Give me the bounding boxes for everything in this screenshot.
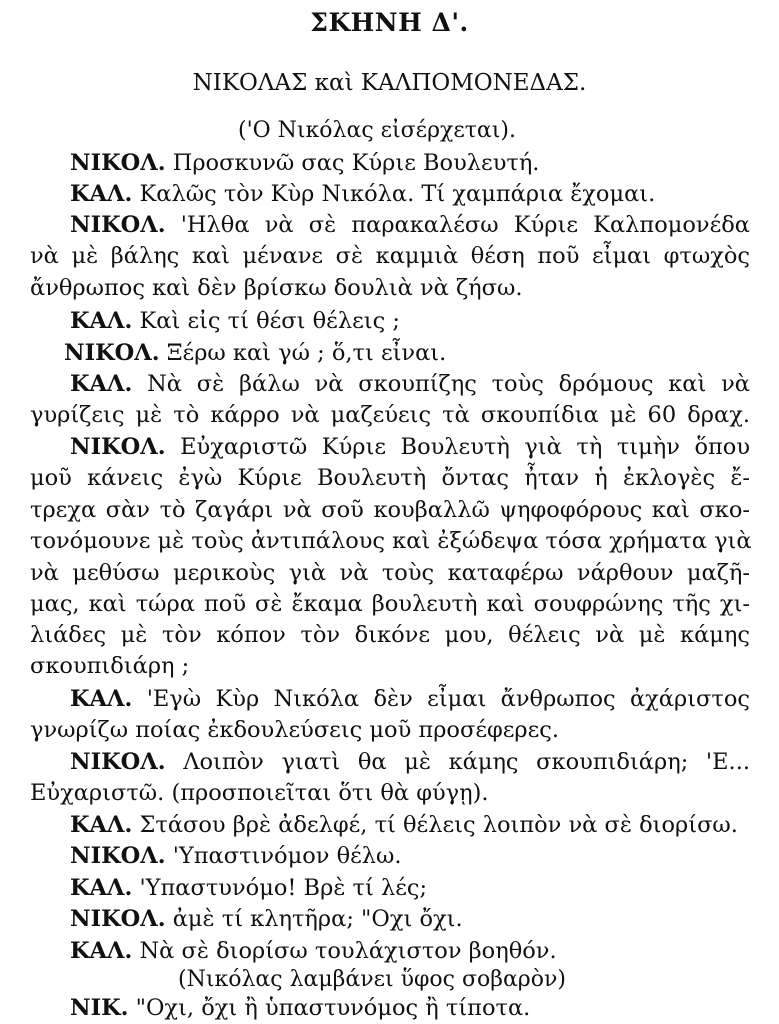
speaker-label: ΚΑΛ.	[70, 308, 133, 334]
dialogue-line	[70, 688, 750, 711]
dialogue-line	[70, 183, 750, 206]
dialogue-line	[30, 499, 750, 522]
speaker-label: ΚΑΛ.	[70, 686, 133, 712]
speaker-label: ΝΙΚΟΛ.	[70, 843, 166, 869]
line-text: τονόμουνε μὲ τοὺς ἀντιπάλους καὶ ἐξώδεψα τόσα χρήματα γιὰ	[30, 528, 752, 554]
line-text: Εὐχαριστῶ. (προσποιεῖται ὅτι θὰ φύγῃ).	[30, 780, 489, 806]
speaker-label: ΚΑΛ.	[70, 875, 133, 901]
line-text: 'Εγὼ Κὺρ Νικόλα δὲν εἶμαι ἄνθρωπος ἀχάριστος	[146, 686, 750, 712]
line-text: μοῦ κάνεις ἐγὼ Κύριε Βουλευτὴ ὄντας ἦταν ἡ ἐκλογὲς ἔ-	[30, 465, 750, 491]
speaker-label: ΝΙΚ.	[70, 995, 129, 1021]
dialogue-line	[70, 908, 670, 931]
dialogue-line	[70, 877, 670, 900]
line-text: Νὰ σὲ διορίσω τουλάχιστον βοηθόν.	[139, 938, 557, 964]
scene-title: ΣΚΗΝΗ Δ'.	[310, 8, 469, 37]
stage-direction-serious: (Νικόλας λαμβάνει ὕφος σοβαρὸν)	[178, 967, 566, 992]
speaker-label: ΚΑΛ.	[70, 938, 133, 964]
dialogue-line	[30, 467, 750, 490]
line-text: Προσκυνῶ σας Κύριε Βουλευτή.	[172, 150, 540, 176]
dialogue-line	[64, 342, 664, 365]
dialogue-line	[30, 593, 750, 616]
dialogue-line	[30, 404, 750, 427]
dialogue-line	[30, 782, 750, 805]
dialogue-line	[30, 245, 750, 268]
speaker-label: ΝΙΚΟΛ.	[70, 906, 166, 932]
line-text: Λοιπὸν γιατὶ θα μὲ κάμης σκουπιδιάρη; 'Ε...	[183, 749, 750, 775]
line-text: νὰ μεθύσω μερικοὺς γιὰ νὰ τοὺς καταφέρω νάρθουν μαζῆ-	[30, 560, 750, 586]
line-text: 'Ηλθα νὰ σὲ παρακαλέσω Κύριε Καλπομονέδα	[180, 212, 750, 238]
dialogue-line	[70, 214, 750, 237]
speaker-label: ΝΙΚΟΛ.	[70, 212, 166, 238]
line-text: νὰ μὲ βάλης καὶ μένανε σὲ καμμιὰ θέση ποῦ εἶμαι φτωχὸς	[30, 243, 750, 269]
speaker-label: ΝΙΚΟΛ.	[70, 150, 166, 176]
line-text: Στάσου βρὲ ἀδελφέ, τί θέλεις λοιπὸν νὰ σὲ διορίσω.	[139, 812, 738, 838]
line-text: τρεχα σὰν τὸ ζαγάρι νὰ σοῦ κουβαλλῶ ψηφοφόρους καὶ σκο-	[30, 497, 750, 523]
characters-heading: ΝΙΚΟΛΑΣ καὶ ΚΑΛΠΟΜΟΝΕΔΑΣ.	[192, 70, 587, 96]
dialogue-line	[70, 997, 670, 1020]
line-text: 'Υπαστινόμον θέλω.	[172, 843, 402, 869]
line-text: λιάδες μὲ τὸν κόπον τὸν δικόνε μου, θέλεις νὰ μὲ κάμης	[30, 622, 750, 648]
dialogue-line	[30, 277, 750, 300]
dialogue-line	[30, 719, 750, 742]
speaker-label: ΝΙΚΟΛ.	[70, 749, 166, 775]
line-text: 'Υπαστυνόμο! Βρὲ τί λές;	[139, 875, 428, 901]
dialogue-line	[30, 655, 750, 678]
dialogue-line	[30, 624, 750, 647]
line-text: "Οχι, ὄχι ἢ ὑπαστυνόμος ἢ τίποτα.	[135, 995, 531, 1021]
line-text: Εὐχαριστῶ Κύριε Βουλευτὴ γιὰ τὴ τιμὴν ὅπου	[180, 434, 750, 460]
speaker-label: ΚΑΛ.	[70, 812, 133, 838]
line-text: ἀμὲ τί κλητῆρα; "Οχι ὄχι.	[172, 906, 463, 932]
dialogue-line	[70, 152, 630, 175]
speaker-label: ΚΑΛ.	[70, 181, 133, 207]
line-text: Καλῶς τὸν Κὺρ Νικόλα. Τί χαμπάρια ἔχομαι.	[139, 181, 656, 207]
line-text: σκουπιδιάρη ;	[30, 653, 190, 679]
dialogue-line	[30, 562, 750, 585]
speaker-label: ΚΑΛ.	[70, 371, 133, 397]
dialogue-line	[70, 310, 670, 333]
line-text: ἄνθρωπος καὶ δὲν βρίσκω δουλιὰ νὰ ζήσω.	[30, 275, 523, 301]
speaker-label: ΝΙΚΟΛ.	[70, 434, 166, 460]
line-text: γυρίζεις μὲ τὸ κάρρο νὰ μαζεύεις τὰ σκουπίδια μὲ 60 δραχ.	[30, 402, 750, 428]
speaker-label: ΝΙΚΟΛ.	[64, 340, 160, 366]
line-text: Νὰ σὲ βάλω νὰ σκουπίζης τοὺς δρόμους καὶ νὰ	[147, 371, 750, 397]
dialogue-line	[70, 814, 750, 837]
dialogue-line	[70, 373, 750, 396]
dialogue-line	[70, 940, 670, 963]
line-text: Ξέρω καὶ γώ ; ὅ,τι εἶναι.	[166, 340, 447, 366]
dialogue-line	[70, 751, 750, 774]
dialogue-line	[70, 436, 750, 459]
line-text: μας, καὶ τώρα ποῦ σὲ ἔκαμα βουλευτὴ καὶ σουφρώνης τῆς χι-	[30, 591, 750, 617]
dialogue-line	[30, 530, 750, 553]
line-text: Καὶ εἰς τί θέσι θέλεις ;	[139, 308, 400, 334]
line-text: γνωρίζω ποίας ἐκδουλεύσεις μοῦ προσέφερες.	[30, 717, 560, 743]
stage-direction-enter: ('Ο Νικόλας εἰσέρχεται).	[238, 118, 516, 143]
dialogue-line	[70, 845, 670, 868]
